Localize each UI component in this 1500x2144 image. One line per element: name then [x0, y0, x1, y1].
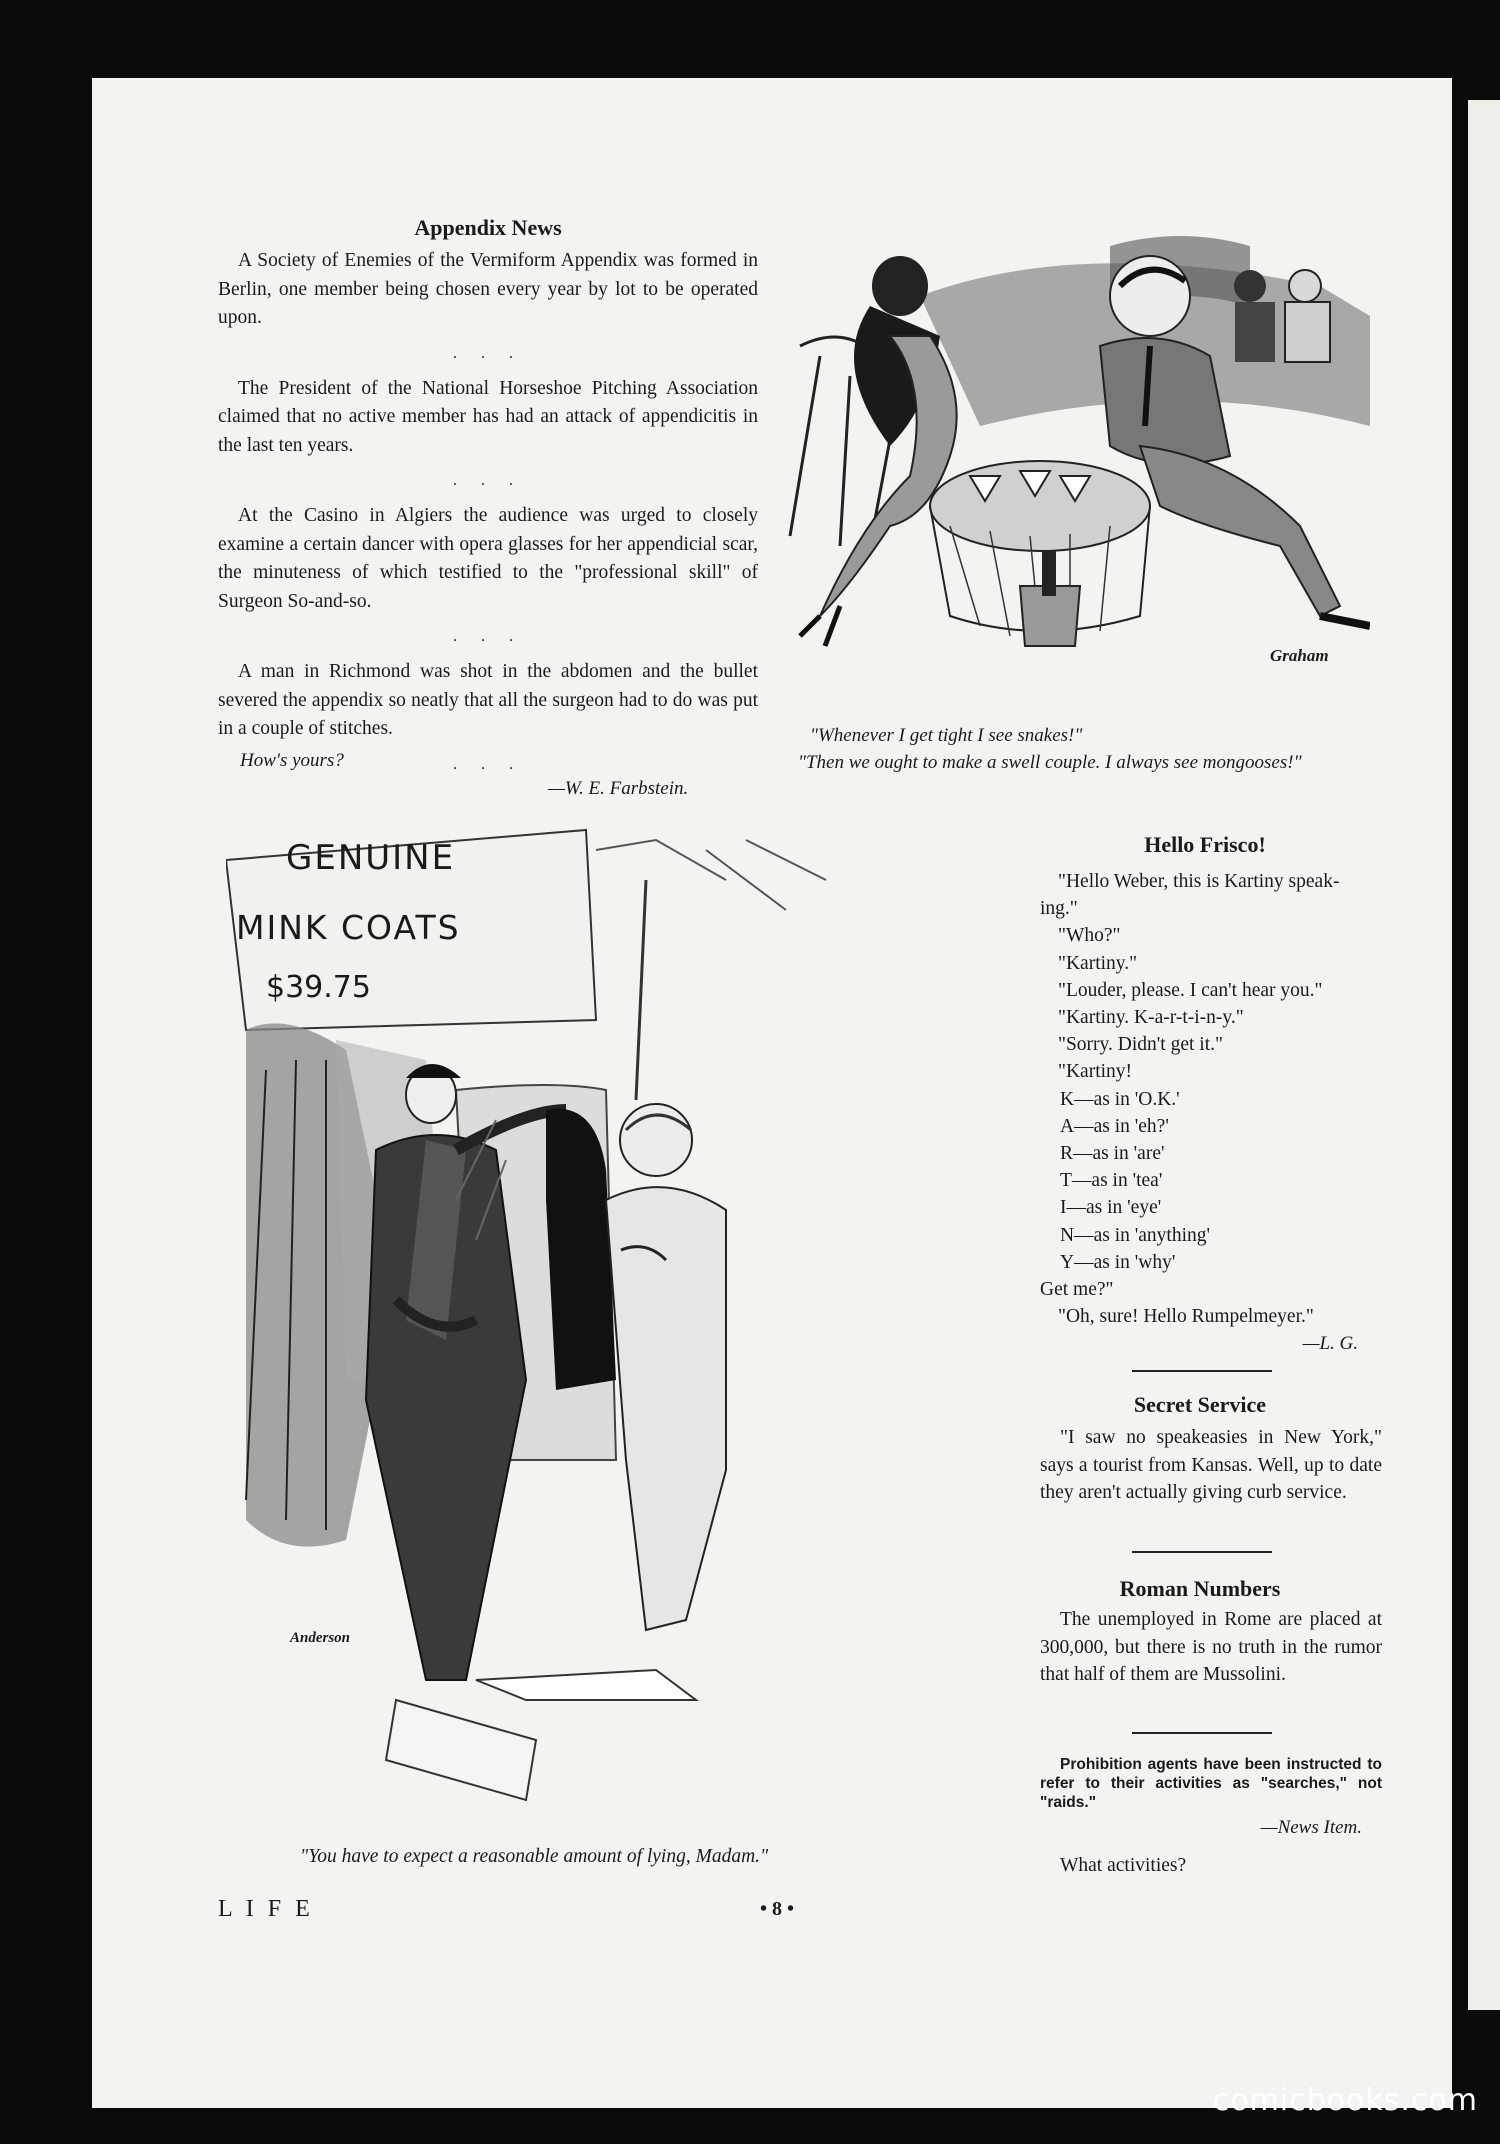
separator-dots: . . . [453, 472, 523, 489]
secret-service-paragraph: "I saw no speakeasies in New York," says a tourist from Kansas. Well, up to date they aren't actually giving curb service. [1040, 1427, 1382, 1503]
frisco-line: "Hello Weber, this is Kartiny speak- [1058, 871, 1340, 892]
appendix-closing: How's yours? [240, 750, 344, 771]
appendix-title: Appendix News [414, 215, 562, 240]
appendix-paragraph: The President of the National Horseshoe Pitching Association claimed that no active member has had an attack of appendicitis in the last ten years. [218, 377, 758, 456]
frisco-line: A—as in 'eh?' [1060, 1115, 1169, 1137]
sign-text-mink-coats: MINK COATS [236, 908, 461, 947]
sign-text-genuine: GENUINE [286, 838, 456, 878]
frisco-line: Get me?" [1040, 1279, 1114, 1301]
frisco-line: "Who?" [1058, 925, 1121, 947]
frisco-byline: —L. G. [1302, 1333, 1358, 1355]
prohibition-item: Prohibition agents have been instructed to refer to their activities as "searches," not "raids." [1040, 1756, 1382, 1811]
mink-cartoon-signature: Anderson [290, 1630, 351, 1646]
frisco-line: "Oh, sure! Hello Rumpelmeyer." [1058, 1306, 1314, 1328]
frisco-line: I—as in 'eye' [1060, 1197, 1162, 1219]
frisco-line: T—as in 'tea' [1060, 1170, 1163, 1192]
frisco-line: Y—as in 'why' [1060, 1251, 1176, 1273]
frisco-line: N—as in 'anything' [1060, 1224, 1211, 1246]
appendix-article [218, 247, 758, 786]
frisco-line: "Sorry. Didn't get it." [1058, 1034, 1223, 1056]
nightclub-caption-line: "Whenever I get tight I see snakes!" [810, 725, 1083, 746]
appendix-paragraph: At the Casino in Algiers the audience was urged to closely examine a certain dancer with opera glasses for her appendicial scar, the minuteness of which testified to the "professional skill" of Surgeon So-and-so. [218, 505, 758, 612]
secret-service-text [1040, 1424, 1382, 1507]
next-page-edge [1468, 100, 1500, 2010]
mink-caption: "You have to expect a reasonable amount of lying, Madam." [300, 1846, 769, 1867]
nightclub-caption [780, 722, 1370, 776]
frisco-title: Hello Frisco! [1144, 832, 1266, 857]
separator-dots: . . . [453, 755, 523, 773]
sign-text-price: $39.75 [266, 970, 371, 1005]
appendix-byline: —W. E. Farbstein. [548, 778, 689, 799]
separator-dots: . . . [453, 344, 523, 362]
roman-numbers-paragraph: The unemployed in Rome are placed at 300,000, but there is no truth in the rumor that half of them are Mussolini. [1040, 1609, 1382, 1685]
frisco-line: K—as in 'O.K.' [1060, 1088, 1180, 1110]
secret-service-title: Secret Service [1133, 1392, 1267, 1417]
roman-numbers-title: Roman Numbers [1119, 1576, 1281, 1601]
separator-dots: . . . [453, 628, 523, 645]
prohibition-closing: What activities? [1060, 1855, 1187, 1876]
watermark: comicbooks.com [1212, 2083, 1478, 2118]
divider-rule [1132, 1370, 1272, 1372]
frisco-line: "Kartiny. K-a-r-t-i-n-y." [1058, 1007, 1244, 1029]
frisco-line: "Kartiny! [1058, 1061, 1133, 1083]
nightclub-cartoon-signature: Graham [1270, 646, 1329, 665]
nightclub-cartoon [780, 226, 1370, 686]
frisco-line: "Kartiny." [1058, 952, 1138, 974]
roman-numbers-text [1040, 1606, 1382, 1689]
divider-rule [1132, 1551, 1272, 1553]
frisco-line: "Louder, please. I can't hear you." [1058, 979, 1323, 1001]
nightclub-caption-line: "Then we ought to make a swell couple. I always see mongooses!" [798, 752, 1302, 773]
page-number: • 8 • [760, 1898, 795, 1920]
frisco-dialogue [1040, 868, 1380, 1358]
magazine-name: L I F E [218, 1896, 314, 1922]
frisco-line: ing." [1040, 898, 1078, 920]
frisco-line: R—as in 'are' [1060, 1143, 1165, 1165]
divider-rule [1132, 1732, 1272, 1734]
appendix-paragraph: A Society of Enemies of the Vermiform Appendix was formed in Berlin, one member being chosen every year by lot to be operated upon. [218, 250, 758, 328]
appendix-paragraph: A man in Richmond was shot in the abdomen and the bullet severed the appendix so neatly that all the surgeon had to do was put in a couple of stitches. [218, 661, 758, 739]
prohibition-byline: —News Item. [1260, 1817, 1362, 1838]
